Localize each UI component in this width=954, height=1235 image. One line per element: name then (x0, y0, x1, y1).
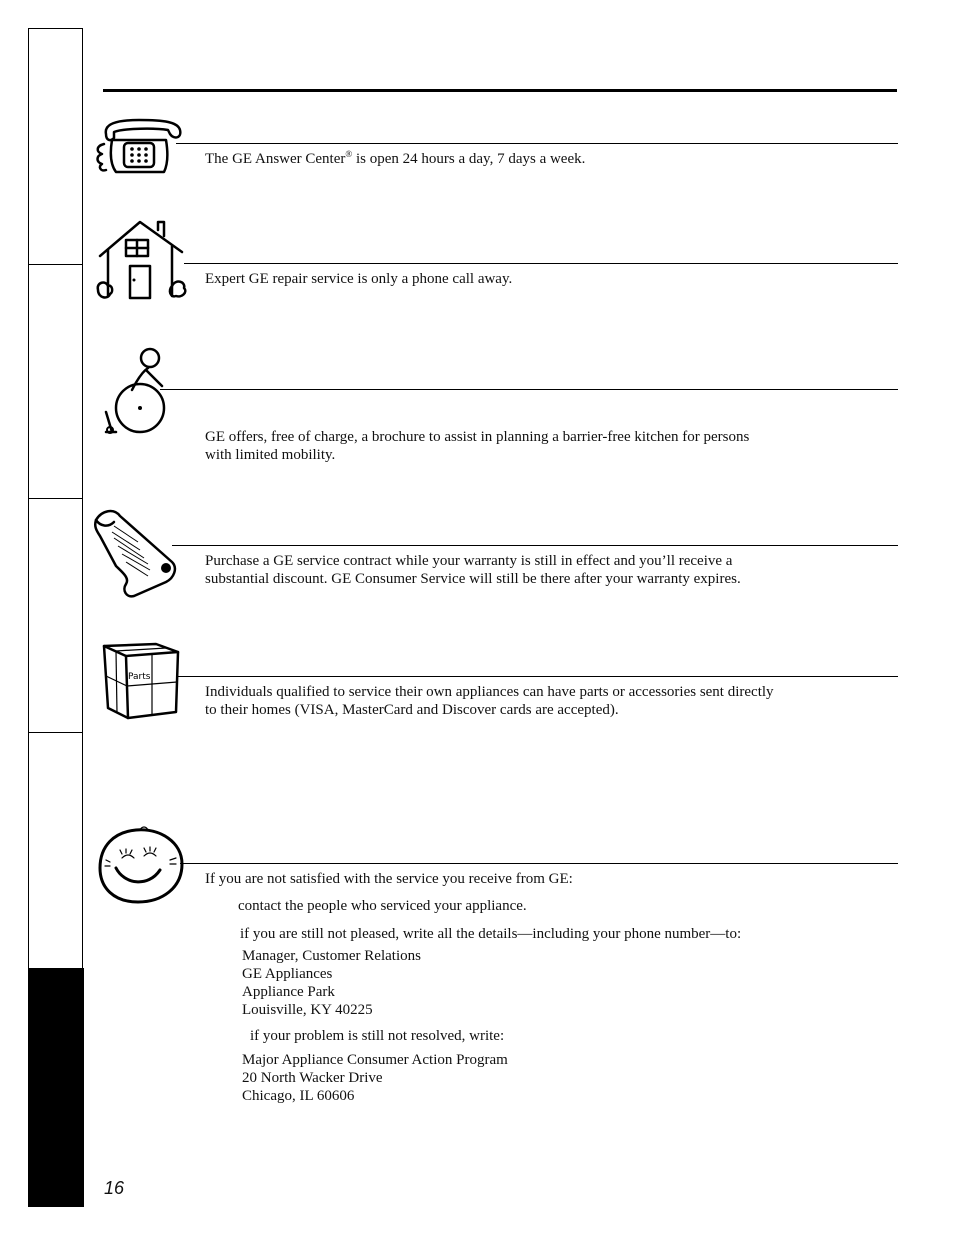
section-rule (172, 545, 898, 546)
service-contracts-line-1: Purchase a GE service contract while your warranty is still in effect and you’ll receive a (205, 553, 733, 569)
section-rule (160, 389, 898, 390)
parts-line-2: to their homes (VISA, MasterCard and Discover cards are accepted). (205, 702, 619, 718)
satisfaction-step-2: if you are still not pleased, write all the details—including your phone number—to: (240, 926, 742, 942)
address-line: Louisville, KY 40225 (242, 1002, 373, 1018)
service-contracts-line-2: substantial discount. GE Consumer Service will still be there after your warranty expires. (205, 571, 741, 587)
top-rule (103, 89, 897, 92)
telephone-icon (94, 118, 184, 176)
satisfaction-intro: If you are not satisfied with the service you receive from GE: (205, 871, 573, 887)
address-line: Appliance Park (242, 984, 335, 1000)
section-rule (176, 143, 898, 144)
repair-text: Expert GE repair service is only a phone call away. (205, 271, 513, 287)
section-rule (178, 676, 898, 677)
active-tab (28, 968, 84, 1207)
address-line: 20 North Wacker Drive (242, 1070, 383, 1086)
answer-center-text: The GE Answer Center® is open 24 hours a day, 7 days a week. (205, 149, 586, 167)
tab-divider (28, 498, 83, 499)
parts-line-1: Individuals qualified to service their own appliances can have parts or accessories sent directly (205, 684, 774, 700)
section-rule (180, 863, 898, 864)
smiley-face-icon (96, 826, 186, 906)
wheelchair-icon (102, 346, 170, 436)
house-icon (96, 218, 188, 300)
tab-divider (28, 732, 83, 733)
contract-scroll-icon (92, 506, 180, 598)
address-line: Major Appliance Consumer Action Program (242, 1052, 508, 1068)
special-needs-line-2: with limited mobility. (205, 447, 336, 463)
address-line: Chicago, IL 60606 (242, 1088, 355, 1104)
satisfaction-step-3: if your problem is still not resolved, write: (250, 1028, 505, 1044)
satisfaction-step-1: contact the people who serviced your appliance. (238, 898, 527, 914)
tab-divider (28, 264, 83, 265)
address-line: GE Appliances (242, 966, 333, 982)
parts-box-icon (100, 642, 182, 720)
svg-text:Parts: Parts (128, 672, 151, 682)
page-number: 16 (104, 1178, 125, 1198)
address-line: Manager, Customer Relations (242, 948, 421, 964)
special-needs-line-1: GE offers, free of charge, a brochure to assist in planning a barrier-free kitchen for persons (205, 429, 750, 445)
section-rule (184, 263, 898, 264)
